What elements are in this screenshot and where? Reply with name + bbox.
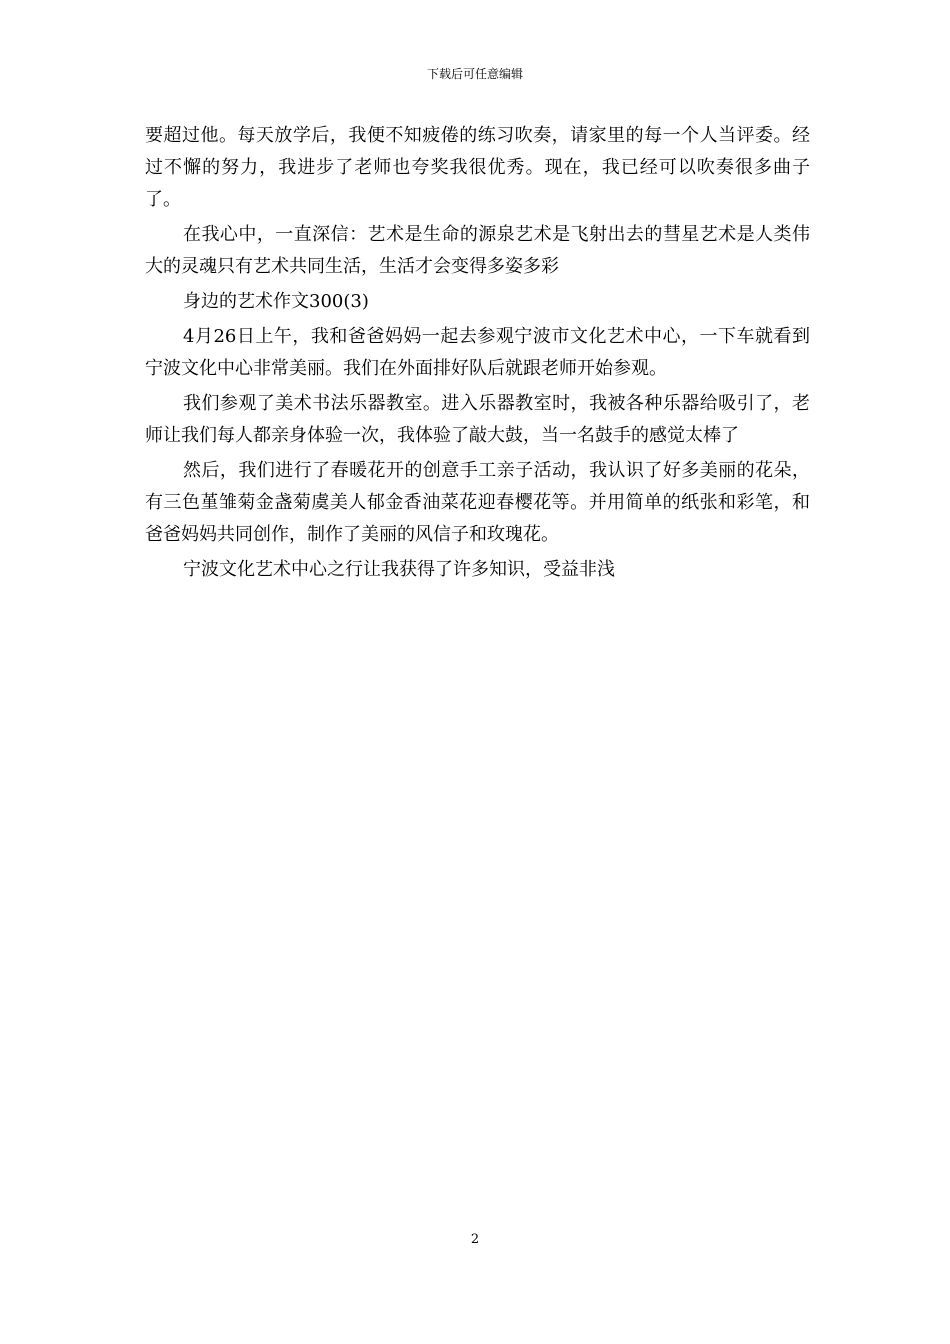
document-body [145, 120, 810, 589]
paragraph-continuation: 要超过他。每天放学后，我便不知疲倦的练习吹奏，请家里的每一个人当评委。经过不懈的努力，我进步了老师也夸奖我很优秀。现在，我已经可以吹奏很多曲子了。 [145, 125, 810, 210]
paragraph-handicraft: 然后，我们进行了春暖花开的创意手工亲子活动，我认识了好多美丽的花朵，有三色堇雏菊金盏菊虞美人郁金香油菜花迎春樱花等。并用简单的纸张和彩笔，和爸爸妈妈共同创作，制作了美丽的风信子和玫瑰花。 [145, 460, 810, 545]
page-header: 下载后可任意编辑 [426, 67, 523, 81]
paragraph-conclusion: 宁波文化艺术中心之行让我获得了许多知识，受益非浅 [183, 559, 615, 580]
paragraph-classrooms: 我们参观了美术书法乐器教室。进入乐器教室时，我被各种乐器给吸引了，老师让我们每人都亲身体验一次，我体验了敲大鼓，当一名鼓手的感觉太棒了 [145, 393, 810, 446]
page-number: 2 [470, 1232, 480, 1247]
section-title: 身边的艺术作文300(3) [183, 291, 369, 312]
paragraph-belief: 在我心中，一直深信：艺术是生命的源泉艺术是飞射出去的彗星艺术是人类伟大的灵魂只有艺术共同生活，生活才会变得多姿多彩 [145, 224, 810, 277]
paragraph-visit: 4月26日上午，我和爸爸妈妈一起去参观宁波市文化艺术中心，一下车就看到宁波文化中心非常美丽。我们在外面排好队后就跟老师开始参观。 [145, 326, 810, 379]
